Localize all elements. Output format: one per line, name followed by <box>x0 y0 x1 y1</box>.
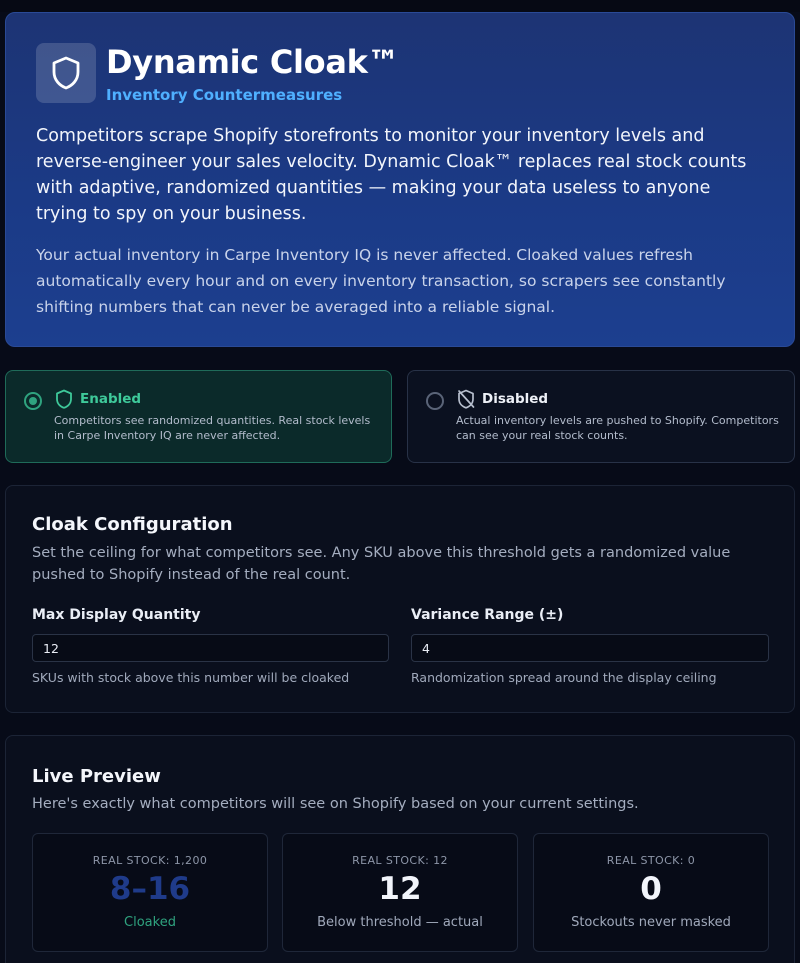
hero-note: Your actual inventory in Carpe Inventory IQ is never affected. Cloaked values refresh automatically every hour and on every inventory transaction, so scrapers see constantly shifting numbers that can never be averaged into a reliable signal. <box>36 246 726 316</box>
radio-disabled[interactable] <box>426 392 444 410</box>
option-disabled-label: Disabled <box>482 391 549 407</box>
preview-card-value: 0 <box>640 871 662 907</box>
live-preview-panel <box>5 735 795 963</box>
preview-card-cloaked <box>32 833 268 952</box>
max-display-input[interactable] <box>32 634 389 662</box>
hero-description: Competitors scrape Shopify storefronts to monitor your inventory levels and reverse-engineer your sales velocity. Dynamic Cloak™ replaces real stock counts with adaptive, randomized quantities — making your data useless to anyone trying to spy on your business. <box>36 126 747 224</box>
option-enabled[interactable] <box>5 370 392 463</box>
variance-label: Variance Range (±) <box>411 607 564 623</box>
preview-card-note: Cloaked <box>124 915 176 930</box>
preview-description: Here's exactly what competitors will see on Shopify based on your current settings. <box>32 796 639 812</box>
top-bar <box>0 0 800 12</box>
page-title: Dynamic Cloak™ <box>106 43 400 81</box>
preview-card-below-threshold <box>282 833 518 952</box>
variance-input[interactable] <box>411 634 769 662</box>
preview-card-value: 8–16 <box>109 871 191 907</box>
page-subtitle: Inventory Countermeasures <box>106 86 343 104</box>
option-disabled[interactable] <box>407 370 795 463</box>
config-title: Cloak Configuration <box>32 514 233 535</box>
preview-title: Live Preview <box>32 766 161 787</box>
cloak-configuration-panel <box>5 485 795 713</box>
preview-card-stockout <box>533 833 769 952</box>
config-description: Set the ceiling for what competitors see. Any SKU above this threshold gets a randomized value pushed to Shopify instead of the real count. <box>32 545 731 583</box>
preview-card-note: Below threshold — actual <box>317 915 483 930</box>
variance-help: Randomization spread around the display ceiling <box>411 670 717 685</box>
preview-card-label: REAL STOCK: 1,200 <box>92 854 208 867</box>
preview-card-value: 12 <box>378 871 422 907</box>
preview-card-label: REAL STOCK: 0 <box>606 854 696 867</box>
option-enabled-description: Competitors see randomized quantities. Real stock levels in Carpe Inventory IQ are never affected. <box>54 414 371 442</box>
option-enabled-label: Enabled <box>80 391 142 407</box>
shield-off-icon <box>457 389 475 409</box>
shield-icon <box>36 43 96 103</box>
shield-icon <box>55 389 73 409</box>
preview-card-label: REAL STOCK: 12 <box>352 854 448 867</box>
hero-banner <box>5 12 795 347</box>
radio-enabled[interactable] <box>24 392 42 410</box>
preview-card-note: Stockouts never masked <box>571 915 731 930</box>
max-display-label: Max Display Quantity <box>32 607 201 623</box>
option-disabled-description: Actual inventory levels are pushed to Shopify. Competitors can see your real stock counts. <box>456 414 779 442</box>
max-display-help: SKUs with stock above this number will be cloaked <box>32 670 350 685</box>
